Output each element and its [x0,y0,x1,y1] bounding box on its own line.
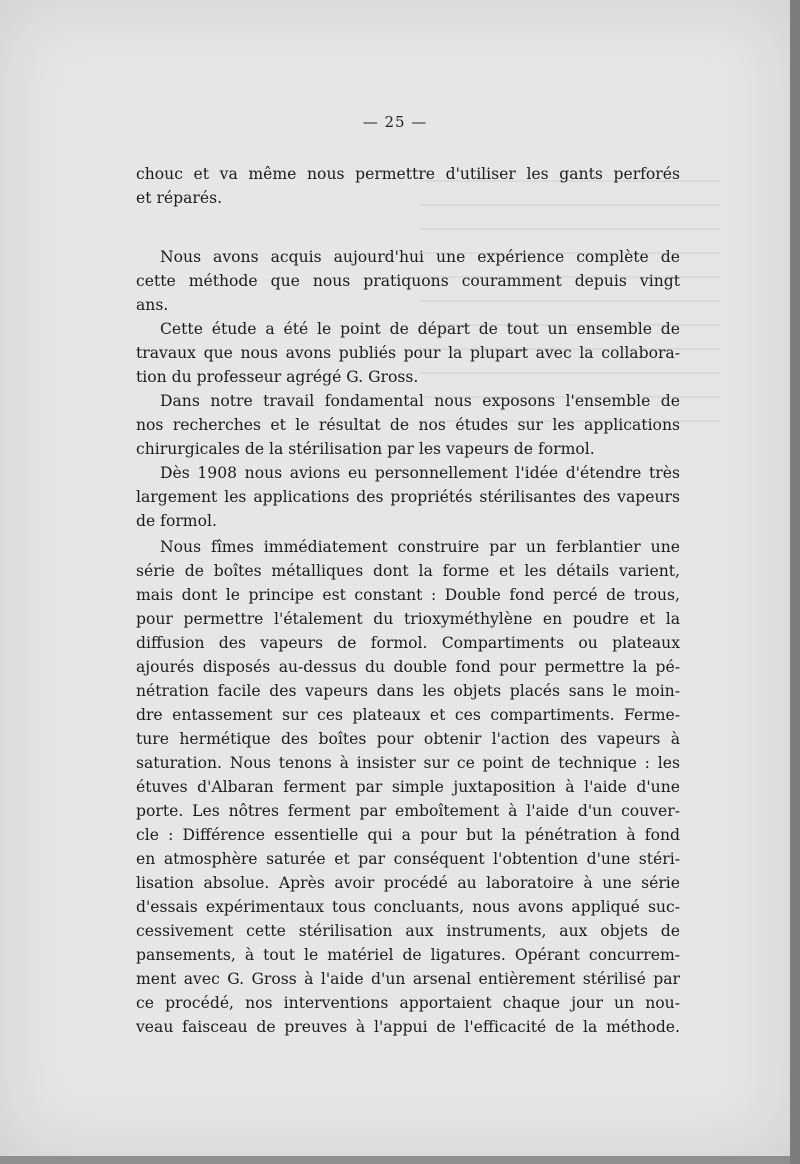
text-line: travaux que nous avons publiés pour la plupart avec la collabora- [136,344,680,362]
text-line: chirurgicales de la stérilisation par les vapeurs de formol. [136,440,595,458]
text-line: lisation absolue. Après avoir procédé au laboratoire à une série [136,874,680,892]
text-line: de formol. [136,512,217,530]
text-line: Nous fîmes immédiatement construire par un ferblantier une [160,538,680,556]
text-line: en atmosphère saturée et par conséquent l'obtention d'une stéri- [136,850,680,868]
text-line: veau faisceau de preuves à l'appui de l'efficacité de la méthode. [136,1018,680,1036]
text-line: cette méthode que nous pratiquons couramment depuis vingt [136,272,680,290]
text-line: pansements, à tout le matériel de ligatures. Opérant concurrem- [136,946,680,964]
text-line: diffusion des vapeurs de formol. Compartiments ou plateaux [136,634,680,652]
text-line: dre entassement sur ces plateaux et ces compartiments. Ferme- [136,706,680,724]
text-line: tion du professeur agrégé G. Gross. [136,368,419,386]
text-line: ajourés disposés au-dessus du double fond pour permettre la pé- [136,658,680,676]
text-line: mais dont le principe est constant : Double fond percé de trous, [136,586,680,604]
text-line: cle : Différence essentielle qui a pour but la pénétration à fond [136,826,680,844]
text-line: saturation. Nous tenons à insister sur ce point de technique : les [136,754,680,772]
text-line: ans. [136,296,169,314]
text-line: ce procédé, nos interventions apportaient chaque jour un nou- [136,994,680,1012]
text-line: Dans notre travail fondamental nous exposons l'ensemble de [160,392,680,410]
text-line: nos recherches et le résultat de nos études sur les applications [136,416,680,434]
text-line: étuves d'Albaran ferment par simple juxtaposition à l'aide d'une [136,778,680,796]
text-line: Cette étude a été le point de départ de tout un ensemble de [160,320,680,338]
text-line: Dès 1908 nous avions eu personnellement l'idée d'étendre très [160,464,680,482]
text-line: d'essais expérimentaux tous concluants, nous avons appliqué suc- [136,898,680,916]
text-line: série de boîtes métalliques dont la forme et les détails varient, [136,562,680,580]
text-line: Nous avons acquis aujourd'hui une expérience complète de [160,248,680,266]
text-line: pour permettre l'étalement du trioxyméthylène en poudre et la [136,610,680,628]
scan-edge [790,0,800,1164]
text-line: nétration facile des vapeurs dans les objets placés sans le moin- [136,682,680,700]
text-line: cessivement cette stérilisation aux instruments, aux objets de [136,922,680,940]
text-line: largement les applications des propriétés stérilisantes des vapeurs [136,488,680,506]
text-line: ment avec G. Gross à l'aide d'un arsenal entièrement stérilisé par [136,970,680,988]
text-line: et réparés. [136,189,223,207]
text-line: porte. Les nôtres ferment par emboîtement à l'aide d'un couver- [136,802,680,820]
text-line: chouc et va même nous permettre d'utiliser les gants perforés [136,165,680,183]
text-line: ture hermétique des boîtes pour obtenir l'action des vapeurs à [136,730,680,748]
page-number: — 25 — [362,113,428,131]
